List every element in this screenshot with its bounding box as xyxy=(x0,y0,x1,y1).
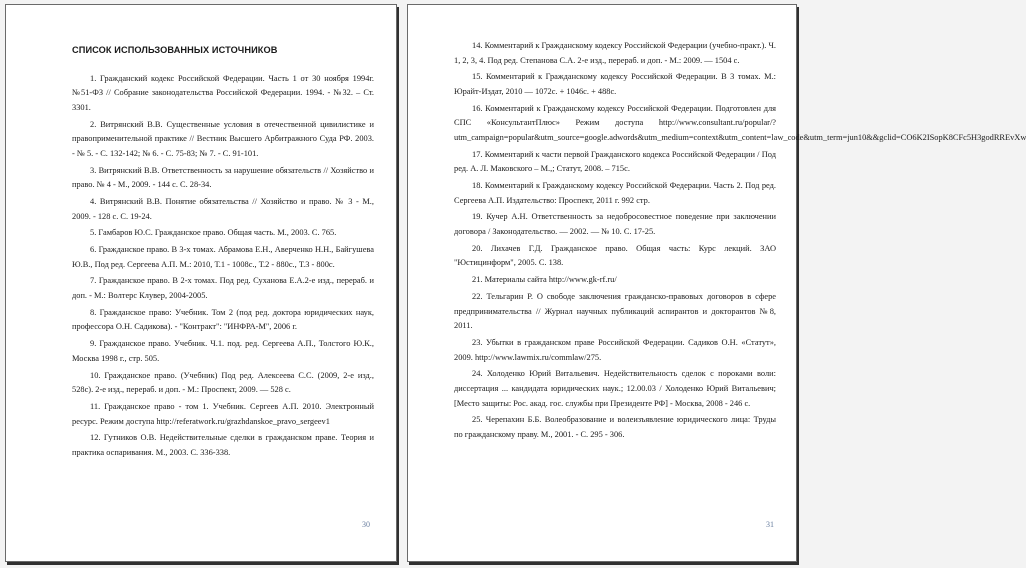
bibliography-entry: 1. Гражданский кодекс Российской Федерации. Часть 1 от 30 ноября 1994г. №51-ФЗ // Собрание законодательства Российской Федерации. 1994. - №32. – Ст. 3301. xyxy=(72,73,374,112)
bibliography-entry: 18. Комментарий к Гражданскому кодексу Российской Федерации. Часть 2. Под ред. Сергеева А.П. Издательство: Проспект, 2011 г. 992 стр. xyxy=(454,181,776,205)
bibliography-entry: 21. Материалы сайта http://www.gk-rf.ru/ xyxy=(472,275,617,285)
page-number: 31 xyxy=(766,520,774,529)
bibliography-entry: 12. Гутников О.В. Недействительные сделки в гражданском праве. Теория и практика оспаривания. М., 2003. С. 336-338. xyxy=(72,433,374,457)
bibliography-entry: 10. Гражданское право. (Учебник) Под ред. Алексеева С.С. (2009, 2-е изд., 528с). 2-е изд., перераб. и доп. - М.: Проспект, 2009. — 528 с. xyxy=(72,370,374,395)
bibliography-entry: 3. Витрянский В.В. Ответственность за нарушение обязательств // Хозяйство и право. № 4 - М., 2009. - 144 с. С. 28-34. xyxy=(72,165,374,190)
bibliography-entry: 20. Лихачев Г.Д. Гражданское право. Общая часть: Курс лекций. ЗАО "Юстицинформ", 2005. С. 138. xyxy=(454,243,776,268)
bibliography-entry: 4. Витрянский В.В. Понятие обязательства // Хозяйство и право. № 3 - М., 2009. - 128 с. С. 19-24. xyxy=(72,196,374,221)
bibliography-entry: 5. Гамбаров Ю.С. Гражданское право. Общая часть. М., 2003. С. 765. xyxy=(90,228,337,238)
bibliography-entry: 9. Гражданское право. Учебник. Ч.1. под. ред. Сергеева А.П., Толстого Ю.К., Москва 1998 г., стр. 505. xyxy=(72,339,374,363)
bibliography-entry: 8. Гражданское право: Учебник. Том 2 (под ред. доктора юридических наук, профессора О.Н. Садикова). - "Контракт": "ИНФРА-М", 2006 г. xyxy=(72,307,374,332)
bibliography-entry: 17. Комментарий к части первой Гражданского кодекса Российской Федерации / Под ред. А. Л. Маковского – М.,; Статут, 2008. – 715с. xyxy=(454,149,776,174)
page-number: 30 xyxy=(362,520,370,529)
page-content xyxy=(454,39,1026,445)
bibliography-entry: 2. Витрянский В.В. Существенные условия в отечественной цивилистике и правоприменительной практике // Вестник Высшего Арбитражного Суда РФ. 2003. - № 5. - С. 132-142; № 6. - С. 75-83; № 7. - С. 91-101. xyxy=(72,119,374,158)
bibliography-entry: 11. Гражданское право - том 1. Учебник. Сергеев А.П. 2010. Электронный ресурс. Режим доступа http://referatwork.ru/grazhdanskoe_pravo_sergeev1 xyxy=(72,401,374,426)
bibliography-entry: 16. Комментарий к Гражданскому кодексу Российской Федерации. Подготовлен для СПС «КонсультантПлюс» Режим доступа http://www.consultant.ru/popular/?utm_campaign=popular&utm_source=google.adwords&utm_medium=context&utm_content=law_code&utm_term=jun10&&gclid=CO6K2ISopK8CFc5H3godRREvXw xyxy=(454,103,1026,142)
bibliography-entry: 22. Тельгарин Р. О свободе заключения гражданско-правовых договоров в сфере предпринимательства // Журнал научных публикаций аспирантов и докторантов №8, 2011. xyxy=(454,292,776,331)
document-page-left xyxy=(5,4,397,562)
bibliography-entry: 14. Комментарий к Гражданскому кодексу Российской Федерации (учебно-практ.). Ч. 1, 2, 3, 4. Под ред. Степанова С.А. 2-е изд., перераб. и доп. - М.: 2009. — 1504 с. xyxy=(454,41,776,65)
entry-list xyxy=(72,72,374,461)
bibliography-entry: 19. Кучер А.Н. Ответственность за недобросовестное поведение при заключении договора / Законодательство. — 2002. — № 10. С. 17-25. xyxy=(454,212,776,237)
bibliography-entry: 24. Холоденко Юрий Витальевич. Недействительность сделок с пороками воли: диссертация ... кандидата юридических наук.; 12.00.03 / Холоденко Юрий Витальевич; [Место защиты: Рос. акад. гос. службы при Президенте РФ] - Москва, 2008 - 246 с. xyxy=(454,369,776,408)
bibliography-entry: 6. Гражданское право. В 3-х томах. Абрамова Е.Н., Аверченко Н.Н., Байгушева Ю.В., Под ред. Сергеева А.П. М.: 2010, Т.1 - 1008с., Т.2 - 880с., Т.3 - 800с. xyxy=(72,245,374,269)
document-page-right xyxy=(407,4,1026,562)
bibliography-title: СПИСОК ИСПОЛЬЗОВАННЫХ ИСТОЧНИКОВ xyxy=(72,45,278,55)
entry-list xyxy=(454,39,1026,443)
bibliography-entry: 25. Черепахин Б.Б. Волеобразование и волеизъявление юридического лица: Труды по гражданскому праву. М., 2001. - С. 295 - 306. xyxy=(454,415,776,439)
bibliography-entry: 15. Комментарий к Гражданскому кодексу Российской Федерации. В 3 томах. М.: Юрайт-Издат, 2010 — 1072с. + 1046с. + 488с. xyxy=(454,72,776,96)
page-content xyxy=(72,43,374,463)
bibliography-entry: 7. Гражданское право. В 2-х томах. Под ред. Суханова Е.А.2-е изд., перераб. и доп. - М.: Волтерс Клувер, 2004-2005. xyxy=(72,276,374,301)
bibliography-entry: 23. Убытки в гражданском праве Российской Федерации. Садиков О.Н. «Статут», 2009. http://www.lawmix.ru/commlaw/275. xyxy=(454,337,776,362)
